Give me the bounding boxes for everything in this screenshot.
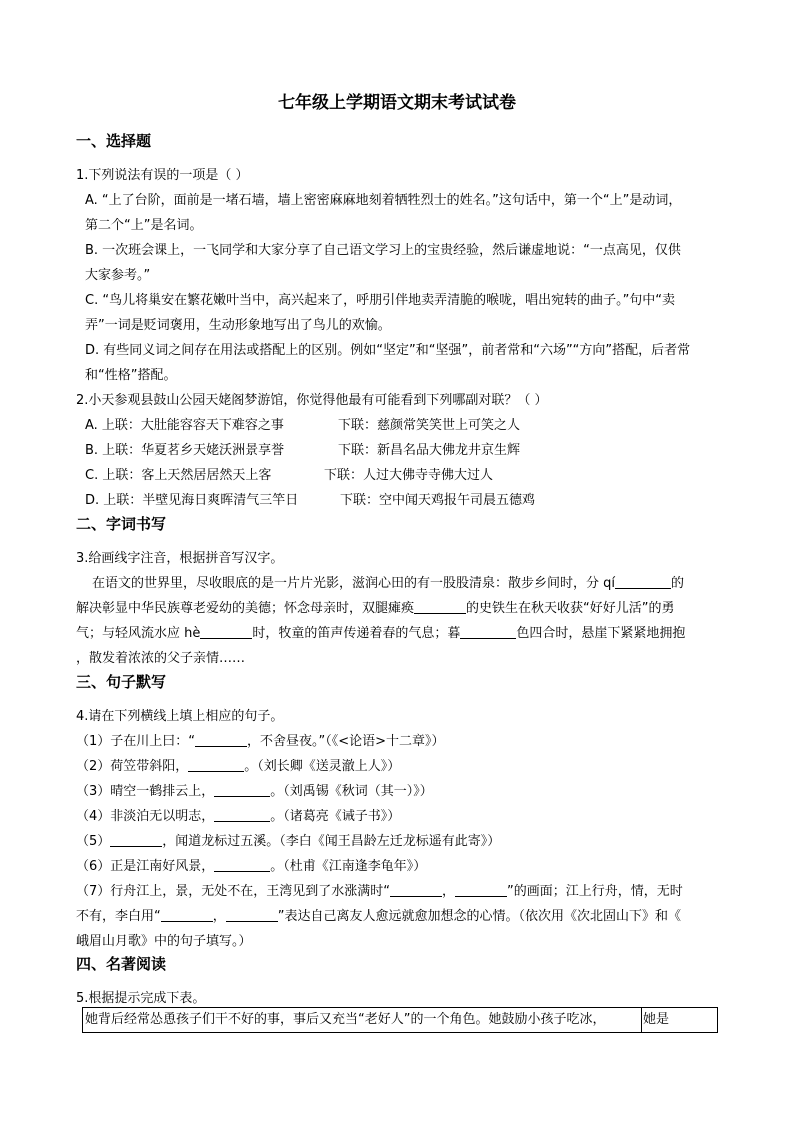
answer-blank[interactable] [214, 858, 270, 872]
option-a [85, 414, 735, 433]
option-a-cont: 第二个“上”是名词。 [85, 218, 203, 233]
couplet-down: 下联：空中闻天鸡报午司晨五德鸡 [340, 493, 536, 508]
passage-line [76, 597, 726, 616]
couplet-up: A. 上联：大肚能容容天下难容之事 [85, 418, 284, 433]
question-stem: 5.根据提示完成下表。 [76, 991, 206, 1006]
fill-text: 不有，李白用“ [76, 909, 161, 924]
passage-text: 解决彰显中华民族尊老爱幼的美德；怀念母亲时，双腿瘫痪 [76, 601, 415, 616]
question-stem: 4.请在下列横线上填上相应的句子。 [76, 709, 284, 724]
fill-line [76, 755, 726, 774]
option-a: A. “上了台阶，面前是一堵石墙，墙上密密麻麻地刻着牺牲烈士的姓名。”这句话中，第一个“上”是动词， [85, 193, 682, 208]
fill-text: 。（刘长卿《送灵澈上人》） [244, 759, 401, 774]
fill-text: ”的画面；江上行舟，情，无时 [507, 884, 683, 899]
question-stem: 3.给画线字注音，根据拼音写汉字。 [76, 551, 284, 566]
answer-table [82, 1007, 718, 1033]
fill-line [76, 880, 726, 899]
passage-text: 气；与轻风流水应 hè [76, 626, 201, 641]
fill-text: ，不舍昼夜。”（《<论语>十二章》） [247, 734, 445, 749]
fill-text: （3）晴空一鹤排云上， [76, 784, 215, 799]
couplet-up: D. 上联：半壁见海日爽晖清气三竿日 [85, 493, 299, 508]
passage-text: 的 [671, 576, 685, 591]
fill-text: ，闻道龙标过五溪。（李白《闻王昌龄左迁龙标遥有此寄》） [162, 834, 501, 849]
fill-text: （1）子在川上曰：“ [76, 734, 196, 749]
fill-text: ”表达自己离友人愈远就愈加想念的心情。（依次用《次北固山下》和《 [277, 909, 682, 924]
section-heading: 三、句子默写 [76, 673, 167, 691]
option-d [85, 489, 735, 508]
fill-text: 。（诸葛亮《诫子书》） [270, 809, 401, 824]
couplet-up: B. 上联：华夏茗乡天姥沃洲景享誉 [85, 443, 285, 458]
passage-text: 色四合时，悬崖下紧紧地拥抱 [516, 626, 686, 641]
fill-text: （6）正是江南好风景， [76, 859, 215, 874]
couplet-down: 下联：慈颜常笑笑世上可笑之人 [338, 418, 521, 433]
passage-text: 在语文的世界里，尽收眼底的是一片片光影，滋润心田的有一股股清泉：散步乡间时，分 qí [92, 576, 615, 591]
option-d: D. 有些同义词之间存在用法或搭配上的区别。例如“坚定”和“坚强”，前者常和“六场”“方向”搭配，后者常 [85, 343, 691, 358]
option-d-cont: 和“性格”搭配。 [85, 368, 177, 383]
couplet-down: 下联：人过大佛寺寺佛大过人 [324, 468, 494, 483]
option-b-cont: 大家参考。” [85, 268, 151, 283]
option-b [85, 439, 735, 458]
answer-blank[interactable] [214, 783, 270, 797]
passage-text: 的史铁生在秋天收获“好好儿活”的勇 [466, 601, 675, 616]
passage-text: 时，牧童的笛声传递着春的气息；暮 [252, 626, 461, 641]
fill-line [76, 830, 726, 849]
table-cell: 她是 [643, 1012, 670, 1027]
fill-text: （7）行舟江上，景，无处不在，王湾见到了水涨满时“ [76, 884, 391, 899]
page-title: 七年级上学期语文期末考试试卷 [278, 93, 516, 113]
answer-blank[interactable] [226, 908, 278, 922]
answer-blank[interactable] [214, 808, 270, 822]
table-cell: 她背后经常怂恿孩子们干不好的事，事后又充当“老好人”的一个角色。她鼓励小孩子吃冰， [83, 1008, 642, 1032]
passage-line [92, 572, 742, 591]
couplet-up: C. 上联：客上天然居居然天上客 [85, 468, 272, 483]
fill-line [76, 855, 726, 874]
section-heading: 二、字词书写 [76, 515, 167, 533]
answer-blank[interactable] [455, 883, 507, 897]
answer-blank[interactable] [188, 758, 244, 772]
question-stem: 1.下列说法有误的一项是（ ） [76, 168, 249, 183]
option-c-cont: 弄”一词是贬词褒用，生动形象地写出了鸟儿的欢愉。 [85, 318, 391, 333]
fill-text: 。（杜甫《江南逢李龟年》） [270, 859, 427, 874]
answer-blank[interactable] [110, 833, 162, 847]
fill-line [76, 780, 726, 799]
answer-blank[interactable] [161, 908, 213, 922]
passage-line: ，散发着浓浓的父子亲情…… [76, 651, 246, 666]
answer-blank[interactable] [460, 625, 516, 639]
answer-blank[interactable] [390, 883, 442, 897]
fill-text: （4）非淡泊无以明志， [76, 809, 215, 824]
passage-line [76, 622, 726, 641]
fill-line [76, 805, 726, 824]
question-stem: 2.小天参观县鼓山公园天姥阁梦游馆，你觉得他最有可能看到下列哪副对联？（ ） [76, 393, 548, 408]
fill-text: （2）荷笠带斜阳， [76, 759, 189, 774]
section-heading: 一、选择题 [76, 132, 152, 150]
fill-text: （5） [76, 834, 111, 849]
fill-text: 。（刘禹锡《秋词（其一）》） [270, 784, 433, 799]
option-c: C. “鸟儿将巢安在繁花嫩叶当中，高兴起来了，呼朋引伴地卖弄清脆的喉咙，唱出宛转的曲子。”句中“卖 [85, 293, 676, 308]
couplet-down: 下联：新昌名品大佛龙井京生辉 [338, 443, 521, 458]
fill-line [76, 905, 726, 924]
option-c [85, 464, 735, 483]
answer-blank[interactable] [195, 733, 247, 747]
fill-line [76, 730, 726, 749]
fill-text: ， [442, 884, 456, 899]
answer-blank[interactable] [615, 575, 671, 589]
fill-line: 峨眉山月歌》中的句子填写。） [76, 934, 252, 949]
fill-text: ， [212, 909, 226, 924]
section-heading: 四、名著阅读 [76, 955, 167, 973]
answer-blank[interactable] [414, 600, 466, 614]
option-b: B. 一次班会课上，一飞同学和大家分享了自己语文学习上的宝贵经验，然后谦虚地说：“一点高见，仅供 [85, 243, 681, 258]
answer-blank[interactable] [200, 625, 252, 639]
